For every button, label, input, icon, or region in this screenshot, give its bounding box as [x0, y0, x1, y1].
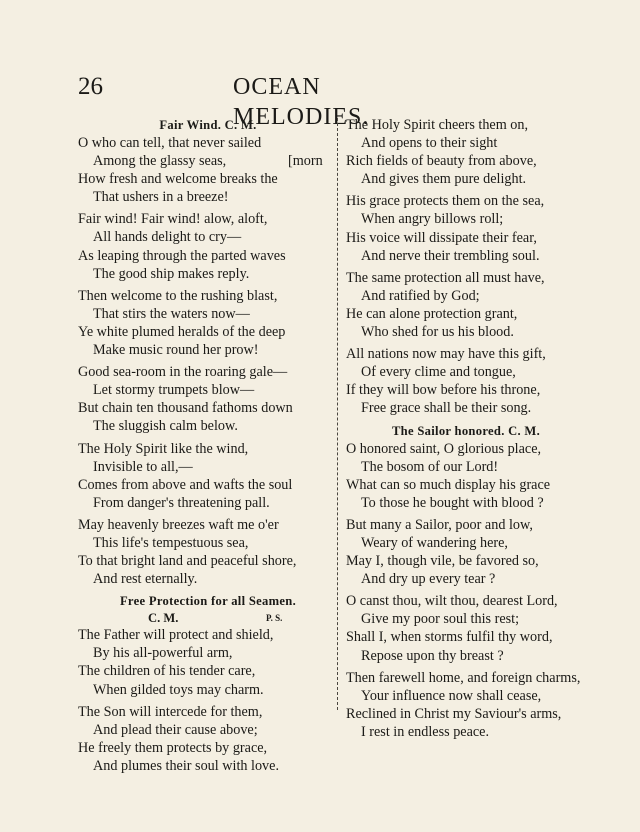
- verse-line: Let stormy trumpets blow—: [93, 382, 255, 399]
- stanza: [346, 116, 586, 188]
- verse-line: To those he bought with blood ?: [361, 494, 544, 511]
- verse-line: Who shed for us his blood.: [361, 324, 514, 341]
- verse-line: O canst thou, wilt thou, dearest Lord,: [346, 593, 558, 610]
- verse-line: All nations now may have this gift,: [346, 346, 546, 363]
- verse-line: The Holy Spirit like the wind,: [78, 440, 249, 457]
- verse-line: What can so much display his grace: [346, 476, 551, 493]
- verse-line: I rest in endless peace.: [361, 723, 490, 740]
- verse-line: The sluggish calm below.: [93, 418, 238, 435]
- verse-line: And rest eternally.: [93, 571, 198, 588]
- verse-line: Your influence now shall cease,: [361, 687, 542, 704]
- verse-line: And gives them pure delight.: [361, 171, 527, 188]
- verse-line: Good sea-room in the roaring gale—: [78, 364, 288, 381]
- verse-line: The children of his tender care,: [78, 663, 256, 680]
- overflow-word: [morn: [288, 153, 323, 170]
- stanza: [346, 516, 586, 588]
- stanza: [346, 345, 586, 417]
- verse-line: But chain ten thousand fathoms down: [78, 400, 293, 417]
- verse-line-text: Among the glassy seas,: [93, 153, 227, 170]
- stanza: [78, 626, 338, 698]
- verse-line: And nerve their trembling soul.: [361, 247, 540, 264]
- stanza: [78, 287, 338, 359]
- verse-line: O who can tell, that never sailed: [78, 135, 262, 151]
- verse-line: Comes from above and wafts the soul: [78, 476, 293, 493]
- verse-line: O honored saint, O glorious place,: [346, 440, 542, 457]
- hymn-title-sailor-honored: The Sailor honored. C. M.: [391, 423, 541, 438]
- hymn-title-free-protection: Free Protection for all Seamen.: [119, 594, 297, 609]
- verse-line: Give my poor soul this rest;: [361, 611, 520, 628]
- verse-line: He freely them protects by grace,: [78, 739, 268, 756]
- hymn-meter: C. M.: [148, 611, 179, 626]
- verse-line: And plumes their soul with love.: [93, 757, 279, 774]
- stanza: [78, 440, 338, 512]
- verse-line: By his all-powerful arm,: [93, 645, 233, 662]
- stanza: [346, 669, 586, 741]
- stanza: [78, 703, 338, 775]
- verse-line: Then farewell home, and foreign charms,: [346, 669, 581, 686]
- verse-line: Repose upon thy breast ?: [361, 647, 504, 664]
- verse-line: If they will bow before his throne,: [346, 382, 541, 399]
- meter-line: [78, 610, 338, 626]
- verse-line: Shall I, when storms fulfil thy word,: [346, 629, 553, 646]
- stanza: [346, 440, 586, 512]
- verse-line: His grace protects them on the sea,: [346, 193, 545, 210]
- verse-line: Then welcome to the rushing blast,: [78, 287, 278, 304]
- verse-line: And dry up every tear ?: [361, 571, 496, 588]
- verse-line: May I, though vile, be favored so,: [346, 553, 539, 570]
- verse-line: And opens to their sight: [361, 135, 498, 152]
- verse-line: And ratified by God;: [361, 287, 480, 304]
- verse-line: The Holy Spirit cheers them on,: [346, 117, 529, 133]
- verse-line: The good ship makes reply.: [93, 265, 250, 282]
- stanza: [346, 269, 586, 341]
- verse-line: Fair wind! Fair wind! alow, aloft,: [78, 211, 268, 228]
- verse-line: The same protection all must have,: [346, 269, 545, 286]
- verse-line: The bosom of our Lord!: [361, 458, 499, 475]
- right-column: [346, 116, 586, 745]
- verse-line: But many a Sailor, poor and low,: [346, 516, 533, 533]
- verse-line: May heavenly breezes waft me o'er: [78, 516, 279, 533]
- verse-line: All hands delight to cry—: [93, 229, 242, 246]
- verse-line: That stirs the waters now—: [93, 305, 250, 322]
- verse-line: And plead their cause above;: [93, 721, 258, 738]
- verse-line: Ye white plumed heralds of the deep: [78, 323, 286, 340]
- verse-line: Weary of wandering here,: [361, 534, 508, 551]
- stanza: [78, 210, 338, 282]
- stanza: [78, 516, 338, 588]
- verse-line: This life's tempestuous sea,: [93, 534, 249, 551]
- verse-line: Rich fields of beauty from above,: [346, 153, 537, 170]
- verse-line: Of every clime and tongue,: [361, 364, 516, 381]
- verse-line: As leaping through the parted waves: [78, 247, 286, 264]
- running-title: OCEAN MELODIES.: [233, 74, 370, 130]
- verse-line: Make music round her prow!: [93, 342, 259, 359]
- verse-line: Reclined in Christ my Saviour's arms,: [346, 705, 562, 722]
- hymn-meter-note: P. S.: [266, 613, 283, 624]
- verse-line: The Father will protect and shield,: [78, 627, 274, 644]
- verse-line: From danger's threatening pall.: [93, 494, 270, 511]
- verse-line: How fresh and welcome breaks the: [78, 171, 278, 188]
- verse-line: Invisible to all,—: [93, 458, 193, 475]
- stanza: [346, 592, 586, 664]
- stanza: [78, 134, 338, 206]
- hymn-title-fair-wind: Fair Wind. C. M.: [159, 118, 257, 132]
- stanza: [346, 192, 586, 264]
- verse-line: To that bright land and peaceful shore,: [78, 553, 297, 570]
- stanza: [78, 363, 338, 435]
- verse-line: The Son will intercede for them,: [78, 703, 263, 720]
- verse-line: When gilded toys may charm.: [93, 681, 264, 698]
- verse-line: That ushers in a breeze!: [93, 189, 229, 206]
- verse-line: [78, 152, 338, 170]
- verse-line: Free grace shall be their song.: [361, 400, 532, 417]
- left-column: [78, 116, 338, 779]
- verse-line: When angry billows roll;: [361, 211, 504, 228]
- page-number: 26: [78, 73, 103, 100]
- verse-line: He can alone protection grant,: [346, 305, 518, 322]
- verse-line: His voice will dissipate their fear,: [346, 229, 537, 246]
